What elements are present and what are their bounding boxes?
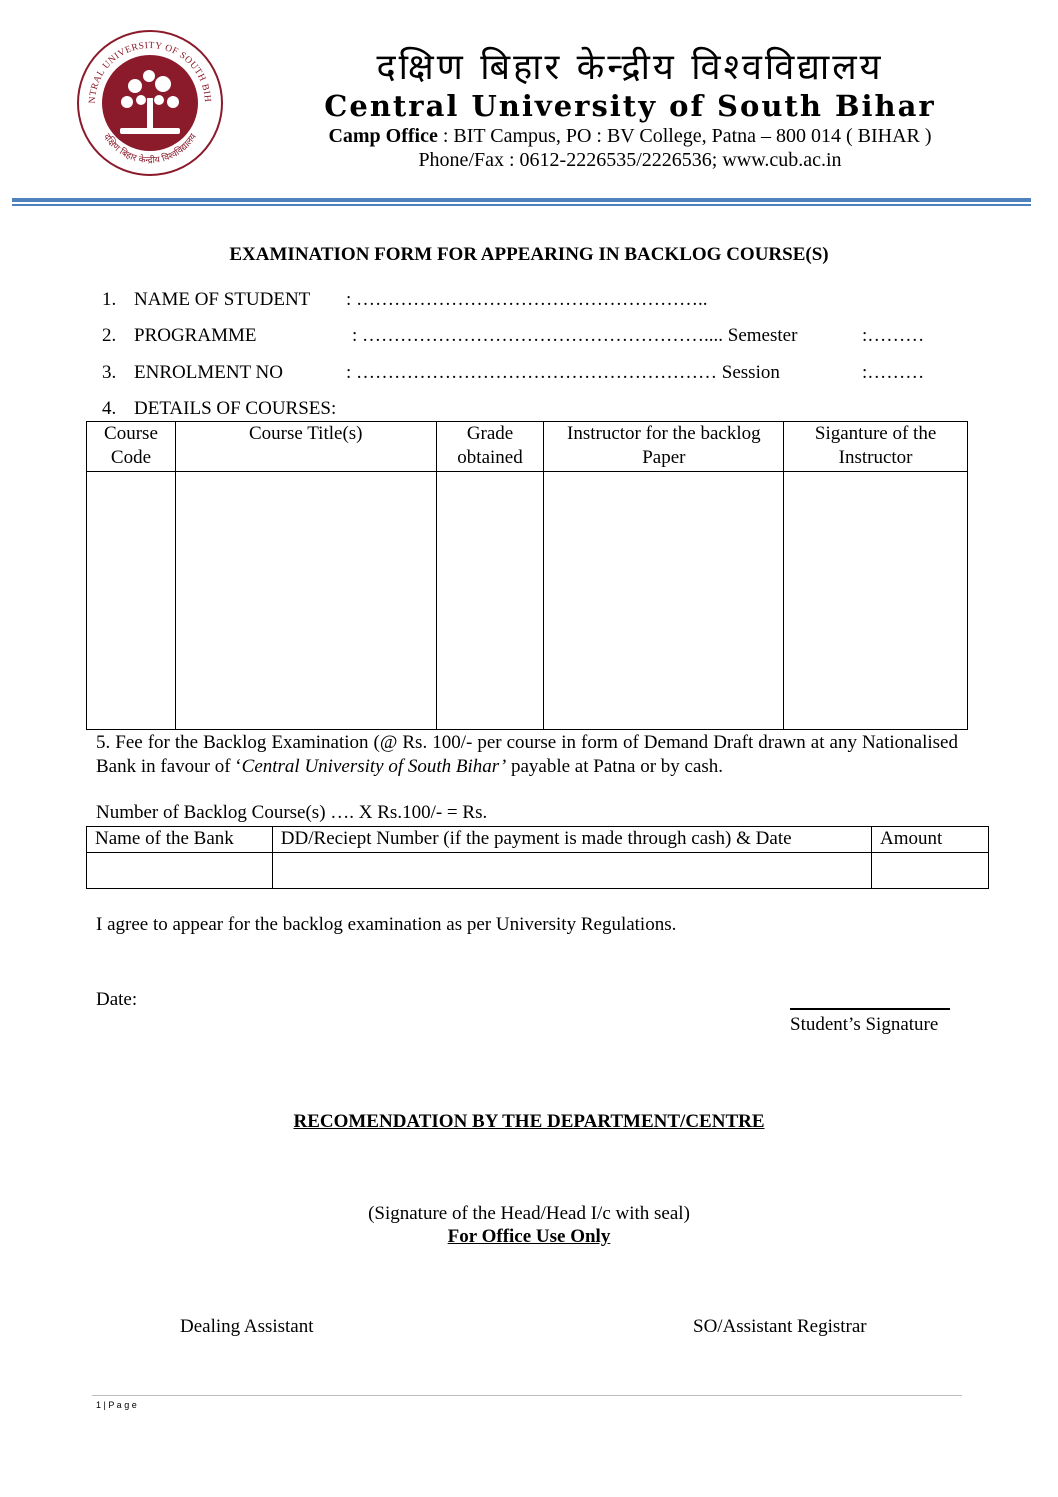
university-name-hindi: दक्षिण बिहार केन्द्रीय विश्वविद्यालय	[376, 47, 884, 88]
agreement-text: I agree to appear for the backlog examination as per University Regulations.	[96, 914, 677, 935]
backlog-count-line: Number of Backlog Course(s) …. X Rs.100/- = Rs.	[96, 802, 488, 823]
field-number: 1.	[102, 289, 117, 310]
col-header-instructor: Instructor for the backlog Paper	[544, 422, 784, 472]
course-code-cell[interactable]	[87, 472, 176, 730]
table-row	[87, 853, 989, 889]
courses-heading	[0, 397, 1058, 421]
grade-cell[interactable]	[436, 472, 544, 730]
field-value[interactable]: : ………………………………………………..	[346, 289, 708, 310]
col-header-bank: Name of the Bank	[87, 827, 273, 853]
fee-text-italic: Central University of South Bihar’	[241, 756, 507, 777]
recommendation-title: RECOMENDATION BY THE DEPARTMENT/CENTRE	[293, 1111, 765, 1132]
camp-office-label: Camp Office	[328, 125, 438, 147]
field-value[interactable]: : ………………………………………………… Session	[346, 362, 780, 383]
semester-value[interactable]: :………	[862, 325, 925, 346]
field-number: 3.	[102, 362, 117, 383]
fee-paragraph	[96, 731, 958, 779]
field-label: ENROLMENT NO	[134, 362, 284, 383]
dealing-assistant-label: Dealing Assistant	[180, 1316, 314, 1337]
field-number: 2.	[102, 325, 117, 346]
field-label: NAME OF STUDENT	[134, 289, 311, 310]
footer-rule	[92, 1395, 962, 1396]
so-assistant-registrar-label: SO/Assistant Registrar	[693, 1316, 867, 1337]
logo-ring-text-top: NTRAL UNIVERSITY OF SOUTH BIH	[87, 40, 213, 104]
fee-text-1: 5. Fee for the Backlog Examination (@ Rs. 100/- per course in form of Demand Draft drawn at any Nationalised Bank in favour of ‘	[96, 732, 958, 777]
field-name-of-student	[0, 288, 1058, 312]
date-label: Date:	[96, 989, 138, 1010]
signature-cell[interactable]	[784, 472, 968, 730]
head-signature-label: (Signature of the Head/Head I/c with seal)	[368, 1203, 690, 1224]
phone-line: Phone/Fax : 0612-2226535/2226536; www.cub.ac.in	[418, 149, 842, 171]
form-title: EXAMINATION FORM FOR APPEARING IN BACKLOG COURSE(S)	[229, 244, 829, 265]
page-number: 1 | P a g e	[96, 1400, 137, 1410]
col-header-dd-number: DD/Reciept Number (if the payment is made through cash) & Date	[272, 827, 871, 853]
bank-cell[interactable]	[87, 853, 273, 889]
field-value[interactable]: : ……………………………………………….... Semester	[352, 325, 798, 346]
col-header-course-code: Course Code	[87, 422, 176, 472]
amount-cell[interactable]	[872, 853, 989, 889]
header-rule	[12, 198, 1031, 202]
university-logo	[75, 28, 225, 178]
student-signature-line[interactable]	[790, 1008, 950, 1010]
field-label: DETAILS OF COURSES:	[134, 398, 337, 419]
student-signature-label: Student’s Signature	[790, 1014, 939, 1035]
header-rule-thin	[12, 204, 1031, 206]
camp-office-address: : BIT Campus, PO : BV College, Patna – 800 014 ( BIHAR )	[437, 125, 932, 147]
session-value[interactable]: :………	[862, 362, 925, 383]
field-number: 4.	[102, 398, 117, 419]
camp-office-line	[235, 124, 1025, 148]
col-header-course-title: Course Title(s)	[175, 422, 436, 472]
university-name-english: Central University of South Bihar	[324, 89, 936, 123]
fee-text-2: payable at Patna or by cash.	[506, 756, 724, 777]
course-title-cell[interactable]	[175, 472, 436, 730]
field-programme	[0, 324, 1058, 348]
courses-table	[86, 421, 968, 730]
dd-number-cell[interactable]	[272, 853, 871, 889]
field-enrolment-no	[0, 361, 1058, 385]
payment-table	[86, 826, 989, 889]
col-header-amount: Amount	[872, 827, 989, 853]
table-row	[87, 472, 968, 730]
logo-ring-text-bottom: दक्षिण बिहार केन्द्रीय विश्वविद्यालय	[101, 132, 199, 167]
office-use-heading: For Office Use Only	[447, 1226, 611, 1247]
instructor-cell[interactable]	[544, 472, 784, 730]
col-header-grade: Grade obtained	[436, 422, 544, 472]
field-label: PROGRAMME	[134, 325, 257, 346]
col-header-signature: Siganture of the Instructor	[784, 422, 968, 472]
